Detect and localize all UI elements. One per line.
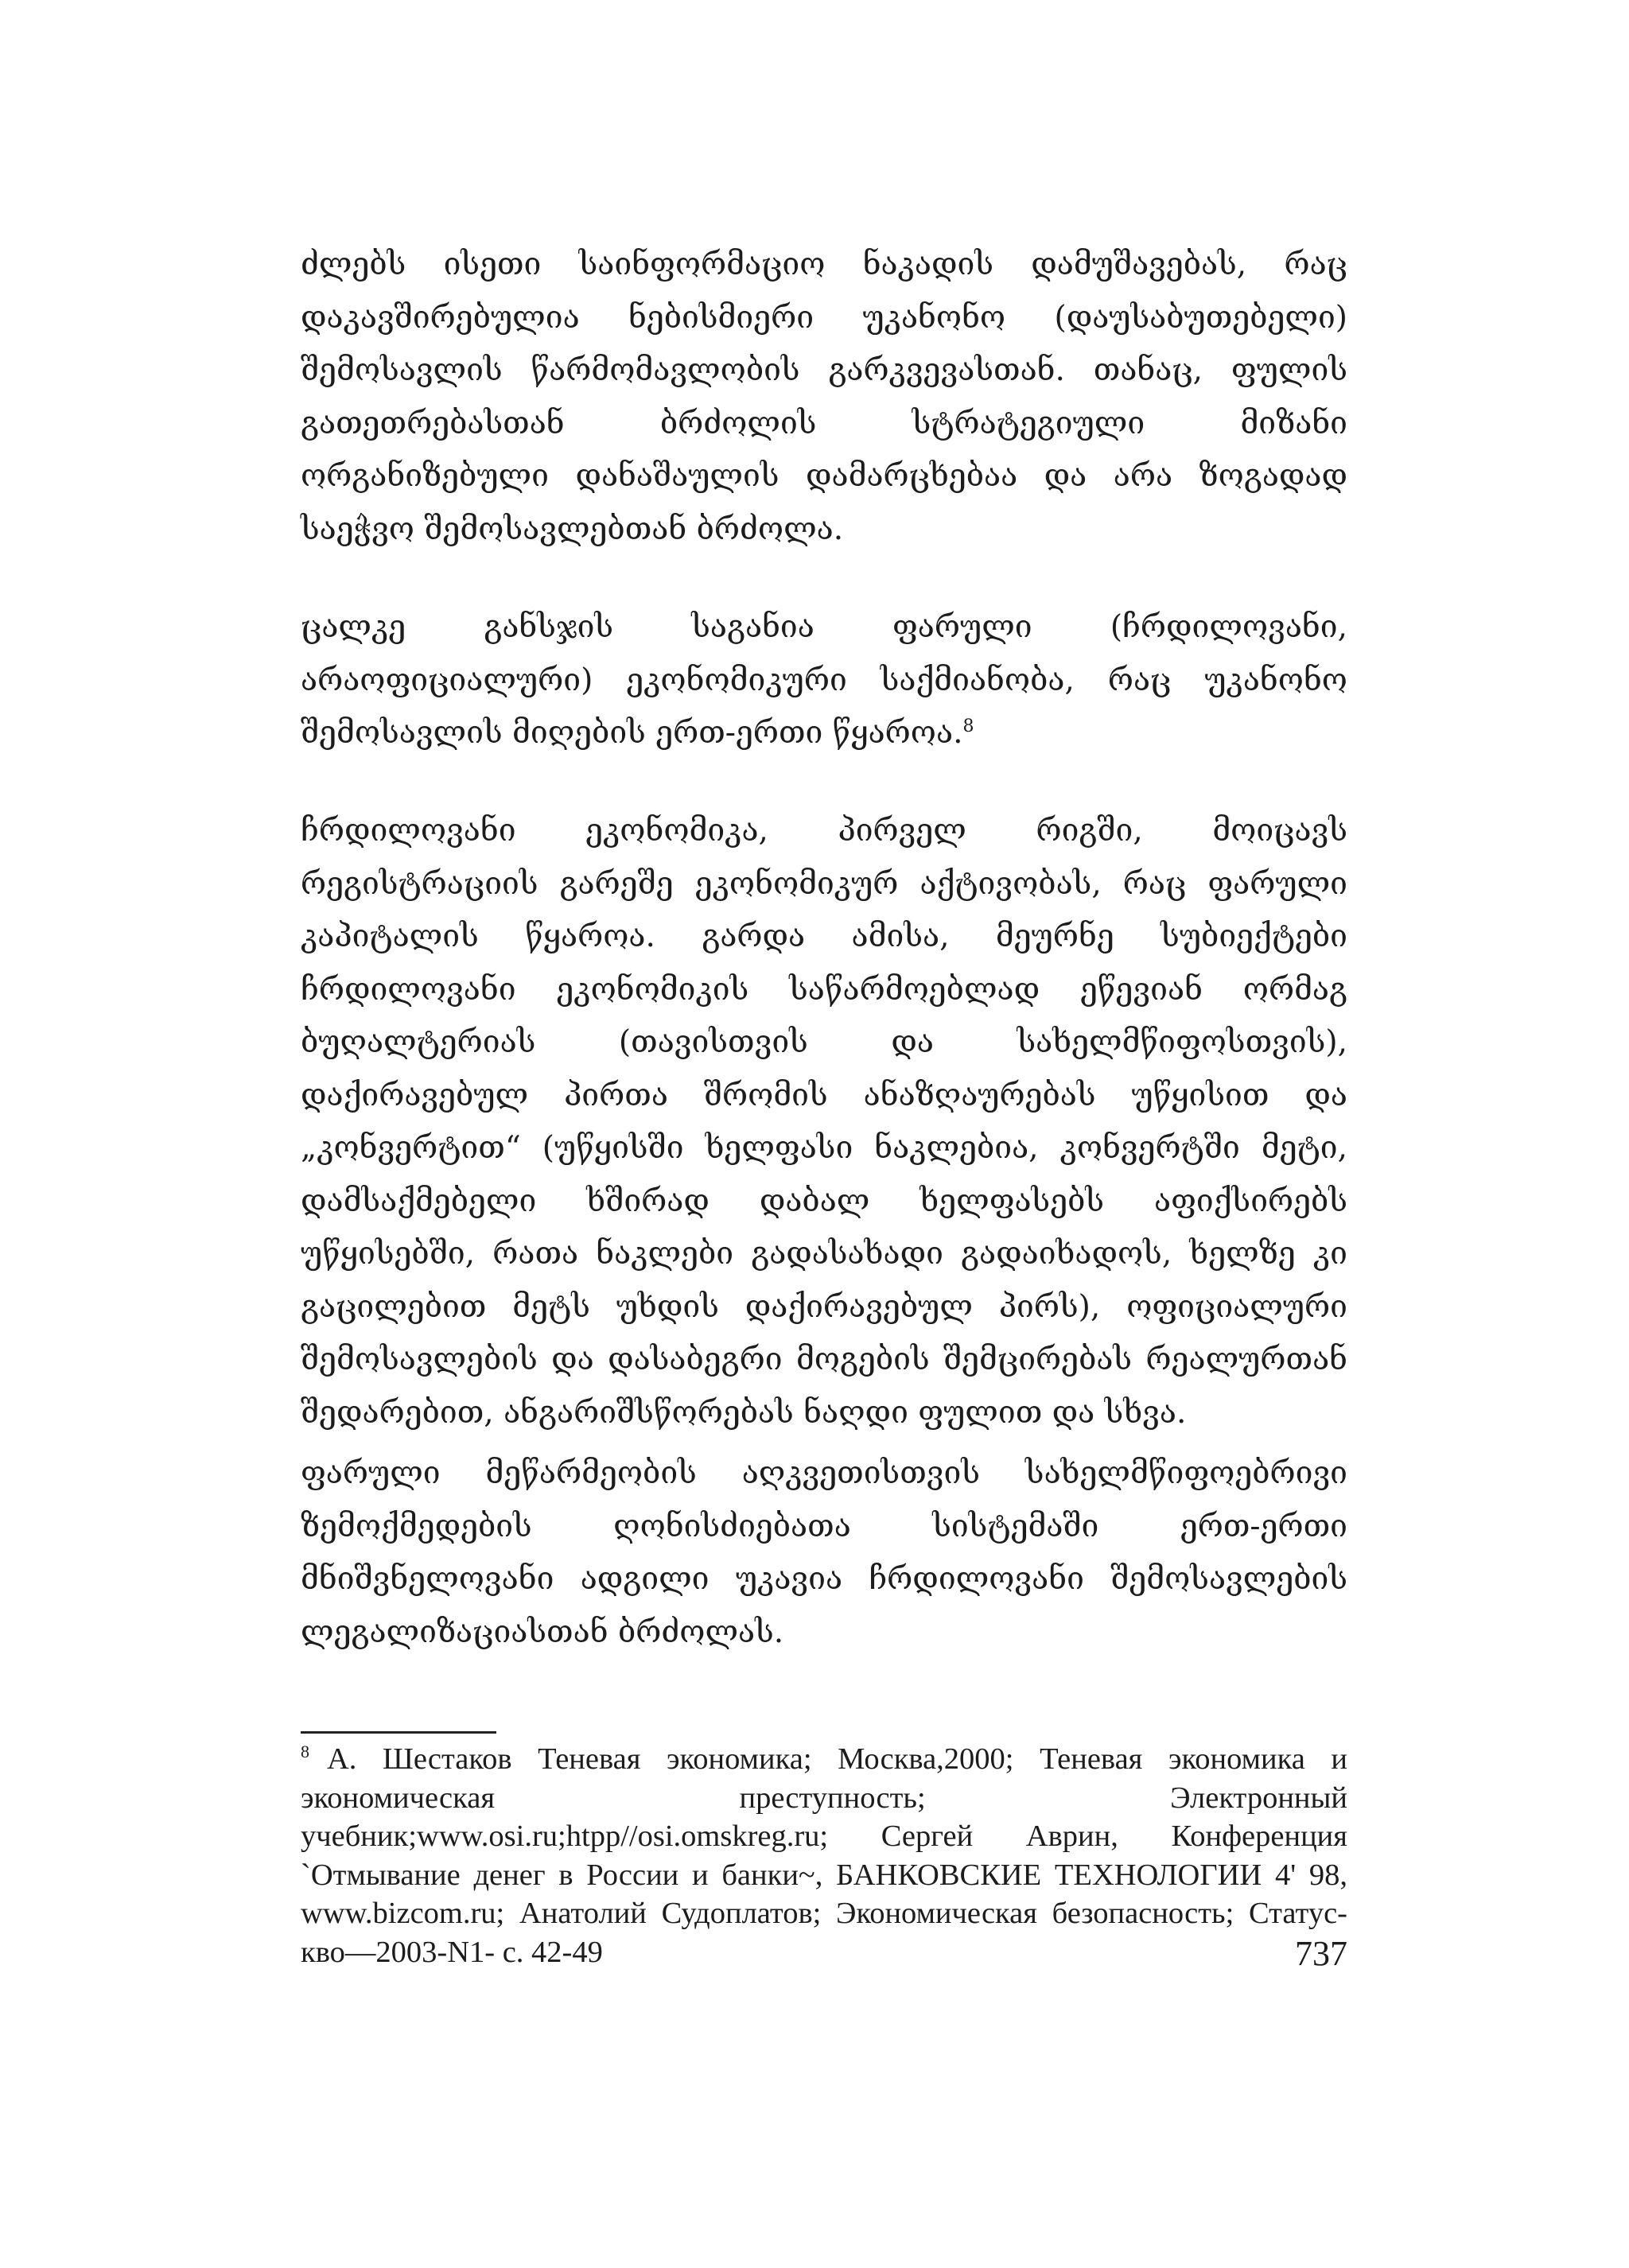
book-page: [301, 239, 1347, 2227]
footnote-separator: [301, 1731, 496, 1734]
paragraph-3: ჩრდილოვანი ეკონომიკა, პირველ რიგში, მოიცავს რეგისტრაციის გარეშე ეკონომიკურ აქტივობას, რაც ფარული კაპიტალის წყაროა. გარდა ამისა, მეურნე სუბიექტები ჩრდილოვანი ეკონომიკის საწარმოებლად ეწევიან ორმაგ ბუღალტერიას (თავისთვის და სახელმწიფოსთვის), დაქირავებულ პირთა შრომის ანაზღაურებას უწყისით და „კონვერტით“ (უწყისში ხელფასი ნაკლებია, კონვერტში მეტი, დამსაქმებელი ხშირად დაბალ ხელფასებს აფიქსირებს უწყისებში, რათა ნაკლები გადასახადი გადაიხადოს, ხელზე კი გაცილებით მეტს უხდის დაქირავებულ პირს), ოფიციალური შემოსავლების და დასაბეგრი მოგების შემცირებას რეალურთან შედარებით, ანგარიშსწორებას ნაღდი ფულით და სხვა.: [301, 813, 1347, 1431]
paragraph-2-text: ცალკე განსჯის საგანია ფარული (ჩრდილოვანი, არაოფიციალური) ეკონომიკური საქმიანობა, რაც უკანონო შემოსავლის მიღების ერთ-ერთი წყაროა.: [301, 609, 1347, 751]
paragraph-1: ძლებს ისეთი საინფორმაციო ნაკადის დამუშავებას, რაც დაკავშირებულია ნებისმიერი უკანონო (დაუსაბუთებელი) შემოსავლის წარმომავლობის გარკვევასთან. თანაც, ფულის გათეთრებასთან ბრძოლის სტრატეგიული მიზანი ორგანიზებული დანაშაულის დამარცხებაა და არა ზოგადად საეჭვო შემოსავლებთან ბრძოლა.: [301, 247, 1347, 547]
paragraph-4: ფარული მეწარმეობის აღკვეთისთვის სახელმწიფოებრივი ზემოქმედების ღონისძიებათა სისტემაში ერთ-ერთი მნიშვნელოვანი ადგილი უკავია ჩრდილოვანი შემოსავლების ლეგალიზაციასთან ბრძოლას.: [301, 1455, 1347, 1650]
footnote-mark: 8: [301, 1742, 309, 1762]
footnote-reference[interactable]: 8: [962, 717, 974, 736]
page-number: 737: [1295, 1934, 1347, 1973]
paragraph-2: [301, 601, 1347, 760]
footnote: [301, 1740, 1347, 1971]
footnote-text: А. Шестаков Теневая экономика; Москва,2000; Теневая экономика и экономическая преступность; Электронный учебник;www.osi.ru;htpp//osi.omskreg.ru; Сергей Аврин, Конференция `Отмывание денег в России и банки~, БАНКОВСКИЕ ТЕХНОЛОГИИ 4' 98, www.bizcom.ru; Анатолий Судоплатов; Экономическая безопасность; Статус-кво—2003-N1- с. 42-49: [301, 1742, 1347, 1969]
